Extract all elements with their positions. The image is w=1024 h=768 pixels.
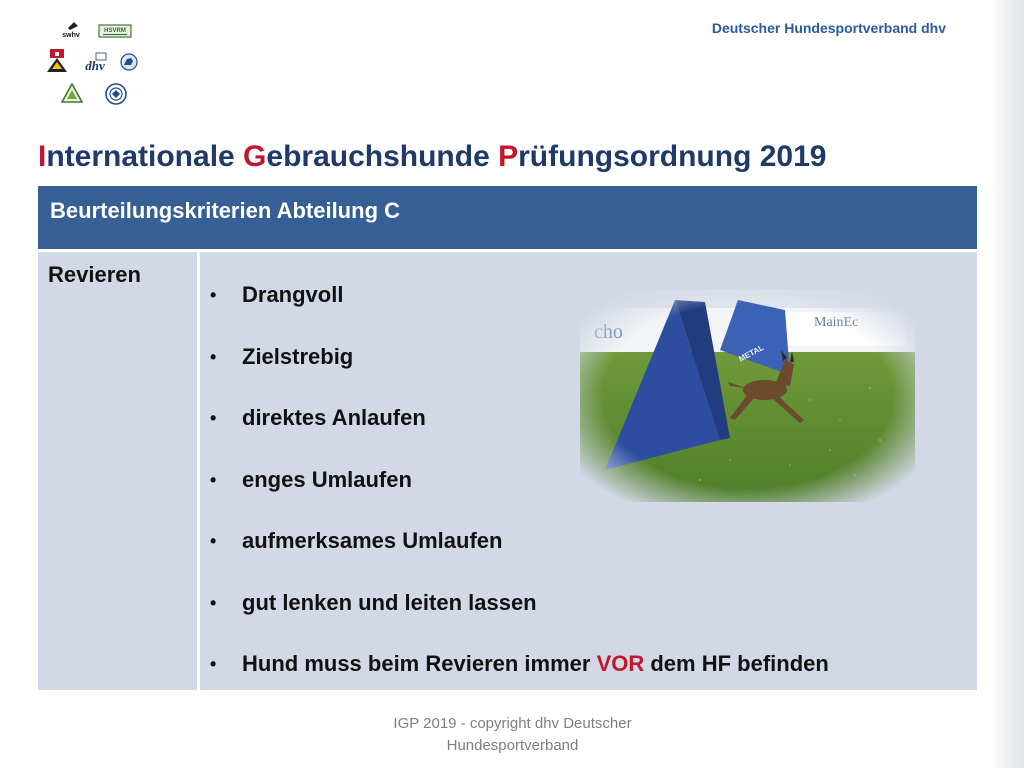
emphasis-vor: VOR [596, 651, 645, 676]
list-item: • direktes Anlaufen [210, 405, 426, 430]
svg-text:dhv: dhv [85, 58, 105, 73]
hsvrm-logo [98, 24, 132, 38]
list-item: • Zielstrebig [210, 343, 354, 369]
title-part-1: nternationale [46, 140, 244, 173]
row-label: Revieren [48, 262, 141, 287]
organization-name: Deutscher Hundesportverband dhv [711, 20, 946, 36]
table-header [38, 185, 977, 249]
green-triangle-logo [60, 82, 84, 104]
row-label-cell [38, 252, 197, 690]
list-item: • Drangvoll [210, 282, 344, 307]
round-emblem-logo [104, 82, 128, 106]
club-logos [40, 18, 150, 113]
cross-emblem-logo [44, 48, 70, 74]
title-initial-p: P [498, 140, 519, 173]
list-item: • aufmerksames Umlaufen [210, 528, 503, 553]
criteria-list [200, 279, 829, 710]
footer-copyright: IGP 2019 - copyright dhv Deutscher Hundesportverband [393, 715, 632, 754]
svg-text:HSVRM: HSVRM [104, 28, 126, 34]
swhv-logo [56, 20, 86, 38]
list-item: • Hund muss beim Revieren immer VOR dem HF befinden [210, 651, 829, 676]
slide-title [38, 140, 826, 174]
table-header-label: Beurteilungskriterien Abteilung C [50, 198, 401, 223]
title-initial-i: I [38, 140, 47, 173]
blue-dog-logo [120, 52, 138, 72]
list-item: • gut lenken und leiten lassen [210, 589, 537, 615]
svg-text:swhv: swhv [62, 32, 80, 38]
dhv-logo [78, 52, 112, 74]
title-part-2: ebrauchshunde [266, 140, 499, 173]
title-initial-g: G [243, 140, 267, 173]
right-edge-shadow [990, 0, 1024, 768]
list-item: • enges Umlaufen [210, 466, 412, 492]
title-part-3: rüfungsordnung 2019 [518, 140, 827, 173]
